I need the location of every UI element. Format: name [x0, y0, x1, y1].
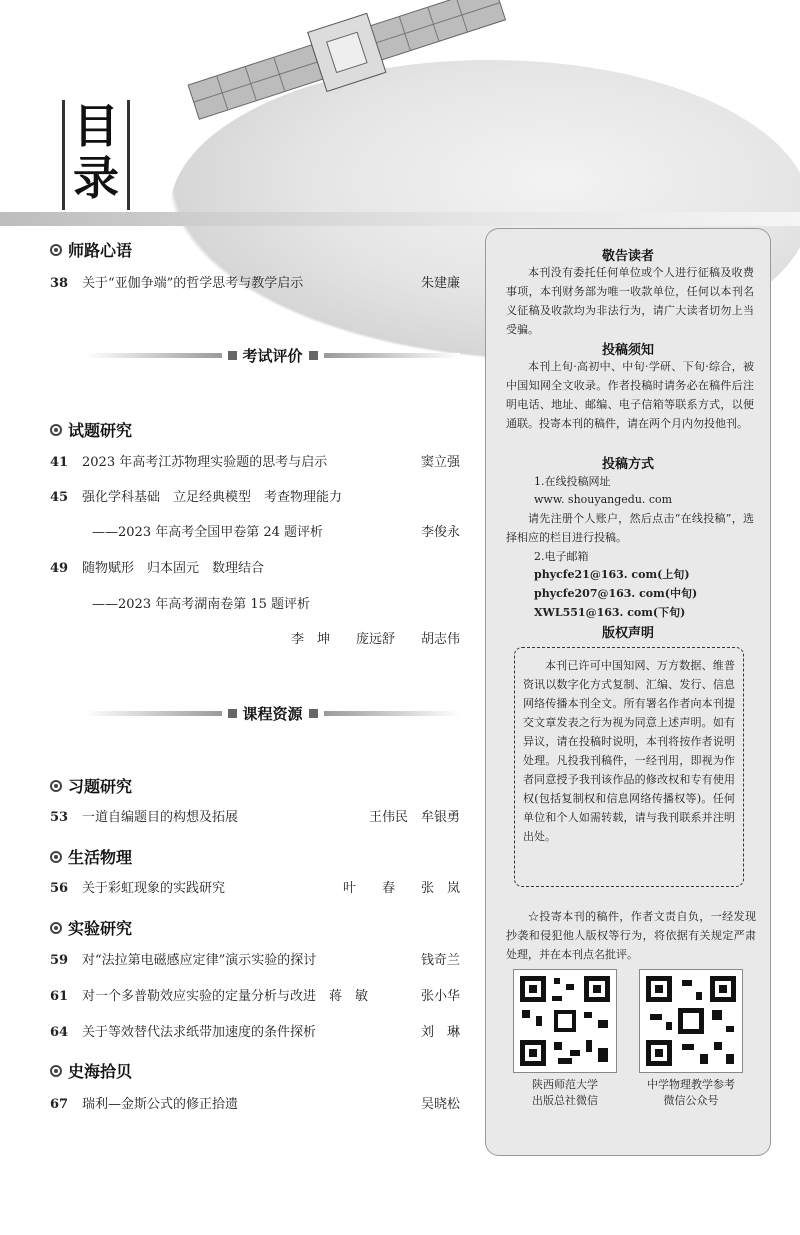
section-header [50, 418, 132, 441]
copyright-text: 本刊已许可中国知网、万方数据、维普资讯以数字化方式复制、汇编、发行、信息网络传播本刊全文。所有署名作者向本刊提交文章发表之行为视为同意上述声明。如有异议，请在投稿时说明，本刊将按作者说明处理。凡投我刊稿件，一经刊用，即视为作者同意授予我刊该作品的修改权和专有使用权(包括复制权和信息网络传播权等)。任何单位和个人如需转载，请与我刊联系并注明出处。 [523, 659, 735, 843]
section-title: 史海拾贝 [68, 1062, 133, 1081]
section-bullet-icon [50, 244, 62, 256]
section-title: 习题研究 [68, 777, 133, 796]
banner-line [85, 353, 222, 358]
qr-code[interactable] [639, 969, 743, 1073]
email-link[interactable]: XWL551@163. com(下旬) [534, 606, 686, 619]
submit-text: 本刊上旬·高初中、中旬·学研、下旬·综合，被中国知网全文收录。作者投稿时请务必在稿件后注明电话、地址、邮编、电子信箱等联系方式，以便通联。投寄本刊的稿件，请在两个月内勿投他刊。 [506, 360, 754, 430]
page-number: 53 [50, 810, 69, 825]
category-banner [85, 700, 460, 726]
notice-title: 敬告读者 [601, 249, 654, 264]
info-panel [485, 228, 771, 1156]
category-banner [85, 342, 460, 368]
section-title: 试题研究 [68, 421, 133, 440]
warning-text: ☆投寄本刊的稿件，作者文责自负，一经发现抄袭和侵犯他人版权等行为，将依据有关规定严肃处理，并在本刊点名批评。 [506, 910, 756, 961]
page-number: 45 [50, 490, 69, 505]
page-title [62, 100, 130, 210]
notice-text: 本刊没有委托任何单位或个人进行征稿及收费事项，本刊财务部为唯一收款单位，任何以本刊名义征稿及收款均为非法行为，请广大读者切勿上当受骗。 [506, 266, 754, 336]
section-bullet-icon [50, 424, 62, 436]
article-author: 张小华 [420, 989, 460, 1004]
article-author: 吴晓松 [420, 1097, 460, 1112]
article-subtitle: ——2023 年高考全国甲卷第 24 题评析 [92, 525, 324, 540]
header-band [0, 212, 800, 226]
method-2-label: 2.电子邮箱 [534, 550, 589, 563]
article-author: 叶 春 张 岚 [342, 881, 460, 896]
page-number: 49 [50, 561, 69, 576]
banner-square-icon [228, 351, 237, 360]
copyright-box [514, 647, 744, 887]
article-author: 朱建廉 [420, 276, 460, 291]
article-title: 对“法拉第电磁感应定律”演示实验的探讨 [82, 953, 317, 968]
banner-line [324, 711, 461, 716]
email-link[interactable]: phycfe21@163. com(上旬) [534, 568, 690, 581]
section-header [50, 238, 132, 261]
banner-title: 课程资源 [242, 704, 303, 723]
email-link[interactable]: phycfe207@163. com(中旬) [534, 587, 698, 600]
qr-caption [500, 1077, 630, 1109]
method-1-label: 1.在线投稿网址 [534, 475, 611, 488]
section-bullet-icon [50, 851, 62, 863]
page-number: 67 [50, 1097, 69, 1112]
article-title: 关于彩虹现象的实践研究 [82, 881, 226, 896]
article-title: 一道自编题目的构想及拓展 [82, 810, 239, 825]
banner-line [324, 353, 461, 358]
page-number: 61 [50, 989, 69, 1004]
section-bullet-icon [50, 780, 62, 792]
website-link[interactable]: www. shouyangedu. com [534, 493, 673, 506]
page-number: 59 [50, 953, 69, 968]
article-authors: 李 坤 庞远舒 胡志伟 [290, 632, 460, 647]
qr-caption-line: 微信公众号 [663, 1094, 719, 1107]
qr-code-icon [640, 970, 742, 1072]
section-bullet-icon [50, 1065, 62, 1077]
banner-title: 考试评价 [242, 346, 303, 365]
article-title: 关于“亚伽争端”的哲学思考与教学启示 [82, 276, 304, 291]
banner-line [85, 711, 222, 716]
article-author: 钱奇兰 [420, 953, 460, 968]
title-char: 录 [73, 151, 119, 205]
method-1-text: 请先注册个人账户，然后点击“在线投稿”，选择相应的栏目进行投稿。 [506, 512, 754, 544]
section-header [50, 774, 132, 797]
submit-title: 投稿须知 [601, 343, 654, 358]
qr-code[interactable] [513, 969, 617, 1073]
article-title: 强化学科基础 立足经典模型 考查物理能力 [82, 490, 343, 505]
banner-square-icon [309, 351, 318, 360]
section-header [50, 916, 132, 939]
qr-code-icon [514, 970, 616, 1072]
article-title: 随物赋形 归本固元 数理结合 [82, 561, 265, 576]
section-title: 师路心语 [68, 241, 133, 260]
method-title: 投稿方式 [601, 457, 654, 472]
article-author: 刘 琳 [420, 1025, 460, 1040]
copyright-title: 版权声明 [601, 626, 654, 641]
qr-caption [626, 1077, 756, 1109]
article-author: 窦立强 [420, 455, 460, 470]
page-number: 56 [50, 881, 69, 896]
banner-square-icon [309, 709, 318, 718]
section-title: 实验研究 [68, 919, 133, 938]
article-title: 对一个多普勒效应实验的定量分析与改进 蒋 敏 [82, 989, 369, 1004]
section-header [50, 1059, 132, 1082]
page-number: 64 [50, 1025, 69, 1040]
page-number: 41 [50, 455, 69, 470]
article-subtitle: ——2023 年高考湖南卷第 15 题评析 [92, 597, 311, 612]
section-header [50, 845, 132, 868]
page-header [0, 0, 800, 228]
article-author: 李俊永 [420, 525, 460, 540]
banner-square-icon [228, 709, 237, 718]
article-title: 关于等效替代法求纸带加速度的条件探析 [82, 1025, 317, 1040]
title-char: 目 [73, 99, 119, 153]
article-author: 王伟民 牟银勇 [368, 810, 460, 825]
qr-caption-line: 出版总社微信 [532, 1094, 598, 1107]
section-bullet-icon [50, 922, 62, 934]
page-number: 38 [50, 276, 69, 291]
article-title: 2023 年高考江苏物理实验题的思考与启示 [82, 455, 328, 470]
qr-caption-line: 中学物理教学参考 [647, 1078, 735, 1091]
section-title: 生活物理 [68, 848, 133, 867]
article-title: 瑞利—金斯公式的修正拾遗 [82, 1097, 239, 1112]
qr-caption-line: 陕西师范大学 [532, 1078, 598, 1091]
